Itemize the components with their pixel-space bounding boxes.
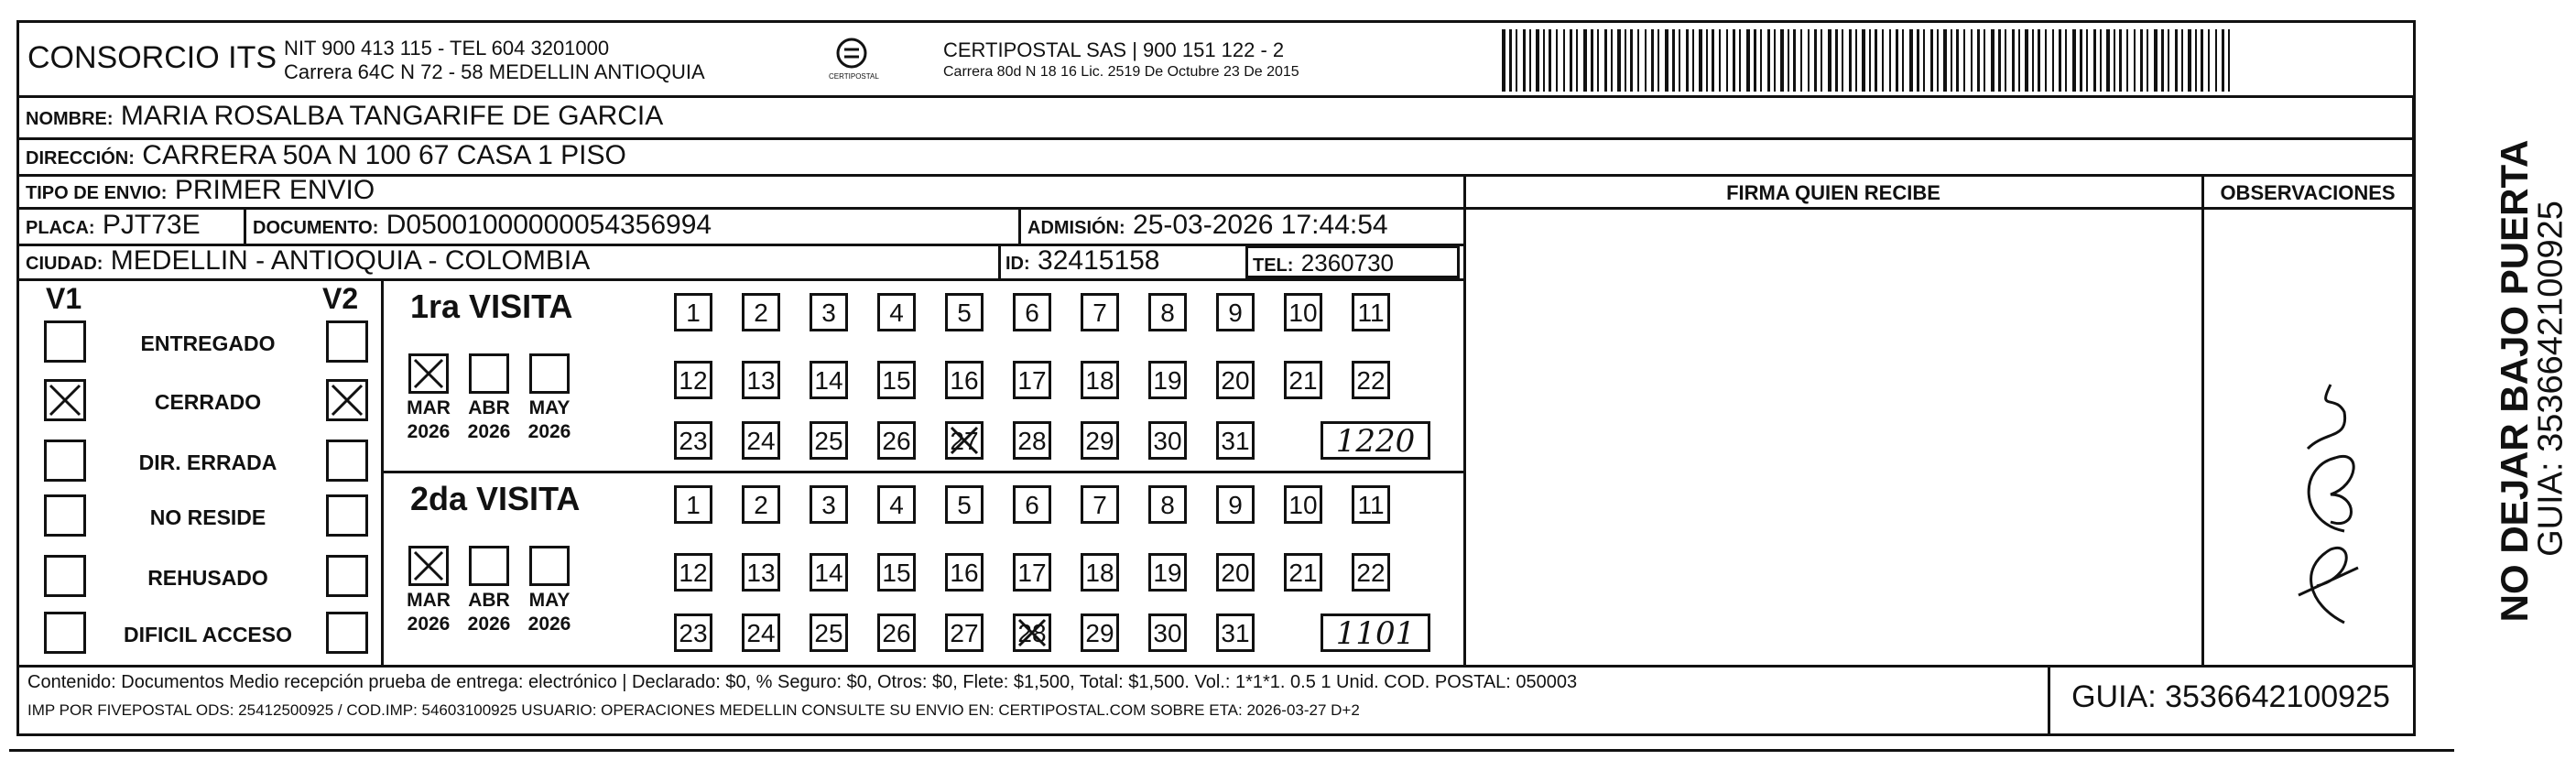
day-box[interactable]: 12 [674,553,712,592]
barcode-bar [2038,29,2040,92]
barcode-bar [1835,29,1838,92]
barcode-bar [1630,29,1633,92]
barcode-bar [1570,29,1572,92]
side-warning: NO DEJAR BAJO PUERTA [2493,139,2536,623]
day-box[interactable]: 26 [877,613,916,652]
barcode [1502,29,2234,92]
day-box[interactable]: 19 [1148,361,1187,399]
barcode-bar [2114,29,2115,92]
barcode-bar [1543,29,1545,92]
month-checkbox[interactable] [408,546,449,586]
barcode-bar [1699,29,1702,92]
barcode-bar [1556,29,1558,92]
month-year: 2026 [407,421,451,442]
month-year: 2026 [467,613,511,635]
barcode-bar [1889,29,1891,92]
barcode-bar [1793,29,1796,92]
month-checkbox[interactable] [529,353,570,394]
logo-caption: CERTIPOSTAL [829,72,879,81]
tel: 2360730 [1300,249,1395,277]
barcode-bar [1706,29,1708,92]
barcode-bar [2018,29,2020,92]
barcode-bar [1611,29,1613,92]
plate: PJT73E [102,210,201,240]
barcode-bar [2215,29,2217,92]
barcode-bar [1604,29,1607,92]
barcode-bar [2059,29,2061,92]
side-guia: GUIA: 3536642100925 [2531,201,2571,557]
barcode-bar [1712,29,1714,92]
observation-signature [2244,357,2381,632]
barcode-bar [1984,29,1985,92]
barcode-bar [1869,29,1871,92]
barcode-bar [1951,29,1952,92]
visit-title: 1ra VISITA [410,288,573,325]
day-box[interactable]: 6 [1013,485,1051,524]
observations-col-left [2201,174,2204,667]
barcode-bar [1760,29,1762,92]
day-box[interactable]: 26 [877,421,916,460]
barcode-bar [1998,29,2001,92]
barcode-bar [2119,29,2122,92]
barcode-bar [1516,29,1517,92]
bottom-rule [9,749,2454,752]
barcode-bar [2025,29,2028,92]
v1-checkbox[interactable] [44,612,86,654]
day-box[interactable]: 29 [1081,421,1119,460]
tel-label: TEL: [1253,255,1294,276]
v2-checkbox[interactable] [326,612,368,654]
barcode-bar [1563,29,1565,92]
day-box[interactable]: 23 [674,613,712,652]
barcode-bar [1591,29,1593,92]
v1-checkbox[interactable] [44,494,86,537]
barcode-bar [2032,29,2034,92]
v2-checkbox[interactable] [326,494,368,537]
barcode-bar [1746,29,1750,92]
barcode-bar [1576,29,1578,92]
month-label: ABR [468,397,510,418]
day-box[interactable]: 15 [877,361,916,399]
day-box[interactable]: 13 [742,553,780,592]
barcode-bar [1814,29,1817,92]
barcode-bar [2052,29,2054,92]
barcode-bar [1956,29,1959,92]
day-box[interactable]: 17 [1013,361,1051,399]
company-name: CONSORCIO ITS [27,40,277,75]
observations-header: OBSERVACIONES [2220,181,2396,204]
barcode-bar [1733,29,1735,92]
barcode-bar [2086,29,2088,92]
day-box[interactable]: 27 [945,421,984,460]
day-box[interactable]: 30 [1148,613,1187,652]
v2-checkbox[interactable] [326,555,368,597]
status-label: ENTREGADO [140,331,276,355]
month-checkbox[interactable] [469,353,509,394]
send-type-label: TIPO DE ENVIO: [26,183,168,203]
barcode-bar [2201,29,2203,92]
day-box[interactable]: 6 [1013,293,1051,331]
barcode-bar [1963,29,1965,92]
visit-time-box[interactable]: 1220 [1321,421,1430,460]
barcode-bar [2222,29,2224,92]
day-box[interactable]: 2 [742,293,780,331]
day-box[interactable]: 31 [1216,613,1255,652]
barcode-bar [2093,29,2096,92]
barcode-bar [1637,29,1639,92]
day-box[interactable]: 31 [1216,421,1255,460]
day-box[interactable]: 11 [1352,293,1390,331]
signature-col-left [1463,174,1466,667]
city-label: CIUDAD: [26,254,103,274]
status-label: NO RESIDE [149,505,266,529]
barcode-bar [2080,29,2082,92]
day-box[interactable]: 14 [810,553,848,592]
barcode-bar [1917,29,1919,92]
barcode-bar [1665,29,1668,92]
tel-row [1253,247,1394,281]
day-box[interactable]: 4 [877,293,916,331]
day-box[interactable]: 10 [1284,485,1322,524]
month-checkbox[interactable] [469,546,509,586]
city: MEDELLIN - ANTIOQUIA - COLOMBIA [110,245,591,276]
day-box[interactable]: 25 [810,613,848,652]
barcode-bar [2012,29,2015,92]
id-value: 32415158 [1038,245,1160,276]
barcode-bar [1617,29,1621,92]
barcode-bar [2195,29,2197,92]
barcode-bar [1780,29,1784,92]
address-label: DIRECCIÓN: [26,148,135,168]
admission-divider [1018,207,1021,244]
day-box[interactable]: 28 [1013,421,1051,460]
header-rule [16,95,2416,98]
barcode-bar [1937,29,1939,92]
id-divider [998,244,1001,278]
day-box[interactable]: 19 [1148,553,1187,592]
day-box[interactable]: 3 [810,485,848,524]
v2-label: V2 [322,282,359,315]
barcode-bar [1991,29,1994,92]
footer-line1: Contenido: Documentos Medio recepción prueba de entrega: electrónico | Declarado: $0, % Seguro: $0, Otros: $0, Flete: $1,500, Total: $1,500. Vol.: 1*1*1. 0.5 1 Unid. COD. POSTAL: 050003 [27,672,1578,692]
day-box[interactable]: 4 [877,485,916,524]
barcode-bar [1943,29,1947,92]
day-box[interactable]: 9 [1216,485,1255,524]
barcode-bar [1726,29,1728,92]
day-box[interactable]: 8 [1148,485,1187,524]
day-box[interactable]: 13 [742,361,780,399]
barcode-bar [2181,29,2183,92]
plate-row [26,210,201,244]
company-nit-tel: NIT 900 413 115 - TEL 604 3201000 [284,37,610,60]
send-type: PRIMER ENVIO [174,175,375,205]
day-box[interactable]: 7 [1081,485,1119,524]
barcode-bar [1842,29,1843,92]
barcode-bar [1849,29,1852,92]
barcode-bar [1672,29,1675,92]
carrier-address: Carrera 80d N 18 16 Lic. 2519 De Octubre 23 De 2015 [943,64,1299,80]
barcode-bar [1509,29,1512,92]
barcode-bar [2147,29,2148,92]
barcode-bar [2005,29,2006,92]
month-checkbox[interactable] [529,546,570,586]
month-year: 2026 [467,421,511,442]
day-box[interactable]: 16 [945,553,984,592]
day-box[interactable]: 16 [945,361,984,399]
barcode-bar [1536,29,1539,92]
visit-split-rule [381,471,1463,473]
day-box[interactable]: 10 [1284,293,1322,331]
status-label: CERRADO [154,390,262,414]
signature-header: FIRMA QUIEN RECIBE [1726,181,1940,204]
barcode-bar [1902,29,1904,92]
day-box[interactable]: 20 [1216,361,1255,399]
month-label: MAY [528,590,571,611]
barcode-bar [1896,29,1898,92]
status-label: REHUSADO [147,566,268,590]
month-label: MAY [528,397,571,418]
barcode-bar [1923,29,1925,92]
barcode-bar [2168,29,2169,92]
day-box[interactable]: 15 [877,553,916,592]
day-box[interactable]: 17 [1013,553,1051,592]
send-type-row [26,175,375,209]
recipient-name: MARIA ROSALBA TANGARIFE DE GARCIA [120,101,664,131]
id-row [1005,245,1160,279]
observations-col-right [2412,95,2415,667]
barcode-bar [2188,29,2191,92]
month-year: 2026 [527,613,571,635]
month-year: 2026 [407,613,451,635]
barcode-bar [1754,29,1756,92]
v1-label: V1 [46,282,82,315]
day-box[interactable]: 28 [1013,613,1051,652]
barcode-bar [1821,29,1822,92]
barcode-bar [2161,29,2164,92]
barcode-bar [2208,29,2210,92]
carrier-name: CERTIPOSTAL SAS | 900 151 122 - 2 [943,38,1285,61]
barcode-bar [1767,29,1770,92]
barcode-bar [1719,29,1721,92]
barcode-bar [1679,29,1680,92]
plate-divider [244,207,246,244]
barcode-bar [2072,29,2076,92]
address-row [26,140,626,174]
barcode-bar [1686,29,1689,92]
id-label: ID: [1005,254,1030,274]
barcode-bar [1808,29,1810,92]
v2-checkbox[interactable] [326,320,368,363]
barcode-bar [2140,29,2143,92]
day-box[interactable]: 11 [1352,485,1390,524]
day-box[interactable]: 24 [742,613,780,652]
day-check-mark [1016,616,1049,658]
barcode-bar [1651,29,1654,92]
grid-bottom-rule [16,665,2416,668]
day-box[interactable]: 5 [945,293,984,331]
day-box[interactable]: 1 [674,485,712,524]
barcode-bar [1909,29,1913,92]
barcode-bar [2106,29,2110,92]
recipient-address: CARRERA 50A N 100 67 CASA 1 PISO [142,140,626,170]
v1-checkbox[interactable] [44,555,86,597]
barcode-bar [1739,29,1741,92]
barcode-bar [1862,29,1865,92]
barcode-bar [2100,29,2102,92]
day-box[interactable]: 20 [1216,553,1255,592]
document: D05001000000054356994 [386,210,712,240]
day-box[interactable]: 30 [1148,421,1187,460]
barcode-bar [1583,29,1587,92]
footer-guia: GUIA: 3536642100925 [2071,679,2390,714]
day-box[interactable]: 9 [1216,293,1255,331]
barcode-bar [1658,29,1659,92]
day-box[interactable]: 12 [674,361,712,399]
month-checkbox[interactable] [408,353,449,394]
day-box[interactable]: 25 [810,421,848,460]
day-box[interactable]: 2 [742,485,780,524]
barcode-bar [1930,29,1933,92]
v1-checkbox[interactable] [44,320,86,363]
day-box[interactable]: 22 [1352,361,1390,399]
day-box[interactable]: 1 [674,293,712,331]
day-check-mark [948,424,981,466]
visit-time-box[interactable]: 1101 [1321,613,1430,652]
name-row [26,101,663,135]
barcode-bar [1549,29,1551,92]
barcode-bar [2175,29,2178,92]
barcode-bar [2065,29,2067,92]
footer-line2: IMP POR FIVEPOSTAL ODS: 25412500925 / COD.IMP: 54603100925 USUARIO: OPERACIONES MEDELLIN CONSULTE SU ENVIO EN: CERTIPOSTAL.COM SOBRE ETA: 2026-03-27 D+2 [27,701,1360,719]
barcode-bar [2126,29,2128,92]
barcode-bar [1875,29,1877,92]
barcode-bar [1625,29,1626,92]
admission: 25-03-2026 17:44:54 [1133,210,1388,240]
barcode-bar [1855,29,1857,92]
name-label: NOMBRE: [26,109,114,129]
barcode-bar [1597,29,1599,92]
day-box[interactable]: 21 [1284,361,1322,399]
day-box[interactable]: 7 [1081,293,1119,331]
v1-checkbox[interactable] [44,440,86,482]
status-label: DIFICIL ACCESO [123,623,292,646]
document-row [253,210,712,244]
barcode-bar [1645,29,1647,92]
barcode-bar [1774,29,1776,92]
barcode-bar [1502,29,1505,92]
barcode-bar [1523,29,1526,92]
barcode-bar [1977,29,1980,92]
city-row [26,245,590,279]
barcode-bar [1529,29,1531,92]
day-box[interactable]: 29 [1081,613,1119,652]
barcode-bar [1800,29,1802,92]
barcode-bar [2228,29,2230,92]
company-address: Carrera 64C N 72 - 58 MEDELLIN ANTIOQUIA [284,60,705,83]
v1-checkbox[interactable] [44,379,86,421]
barcode-bar [1971,29,1973,92]
barcode-bar [2045,29,2047,92]
month-label: MAR [407,590,451,611]
month-label: MAR [407,397,451,418]
day-box[interactable]: 24 [742,421,780,460]
barcode-bar [2134,29,2136,92]
barcode-bar [1882,29,1884,92]
day-box[interactable]: 18 [1081,553,1119,592]
barcode-bar [1692,29,1694,92]
day-box[interactable]: 27 [945,613,984,652]
v2-checkbox[interactable] [326,379,368,421]
barcode-bar [1828,29,1831,92]
day-box[interactable]: 3 [810,293,848,331]
day-box[interactable]: 21 [1284,553,1322,592]
day-box[interactable]: 5 [945,485,984,524]
v2-checkbox[interactable] [326,440,368,482]
day-box[interactable]: 14 [810,361,848,399]
document-label: DOCUMENTO: [253,218,379,238]
day-box[interactable]: 22 [1352,553,1390,592]
day-box[interactable]: 23 [674,421,712,460]
visit-title: 2da VISITA [410,480,581,517]
day-box[interactable]: 8 [1148,293,1187,331]
plate-label: PLACA: [26,218,95,238]
barcode-bar [2154,29,2158,92]
admission-label: ADMISIÓN: [1027,218,1125,238]
admission-row [1027,210,1388,244]
status-label: DIR. ERRADA [138,451,277,474]
month-year: 2026 [527,421,571,442]
barcode-bar [1788,29,1789,92]
day-box[interactable]: 18 [1081,361,1119,399]
month-label: ABR [468,590,510,611]
row-rule [16,174,2416,177]
